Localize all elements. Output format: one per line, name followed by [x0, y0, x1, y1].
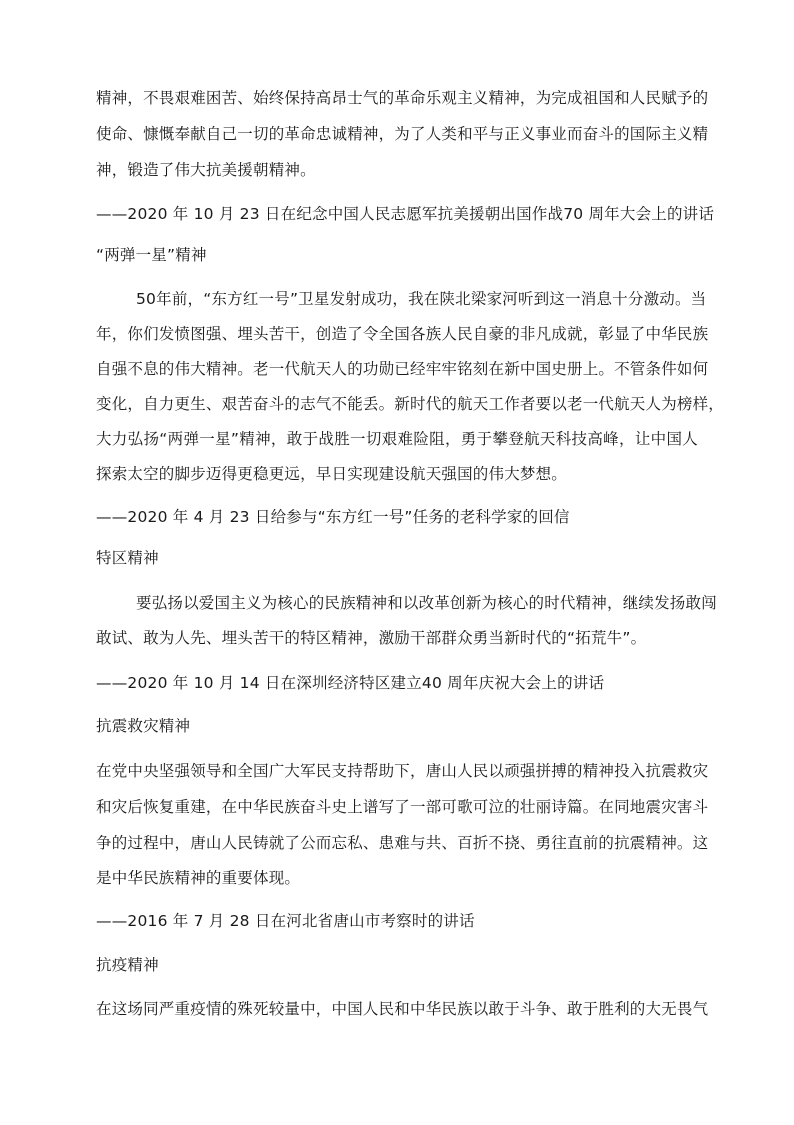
paragraph-line: 敢试、敢为人先、埋头苦干的特区精神，激励干部群众勇当新时代的“拓荒牛”。: [96, 629, 647, 647]
paragraph-line: 和灾后恢复重建，在中华民族奋斗史上谱写了一部可歌可泣的壮丽诗篇。在同地震灾害斗: [96, 798, 709, 816]
paragraph-line: 是中华民族精神的重要体现。: [96, 869, 301, 887]
paragraph-line: 精神，不畏艰难困苦、始终保持高昂士气的革命乐观主义精神，为完成祖国和人民赋予的: [96, 89, 709, 107]
paragraph-line: 使命、慷慨奉献自己一切的革命忠诚精神，为了人类和平与正义事业而奋斗的国际主义精: [96, 125, 709, 143]
section-heading: 抗震救灾精神: [96, 717, 191, 735]
section-heading: “两弹一星”精神: [96, 246, 207, 264]
paragraph-line: 探索太空的脚步迈得更稳更远，早日实现建设航天强国的伟大梦想。: [96, 465, 568, 483]
source-citation: ——2020 年 10 月 14 日在深圳经济特区建立40 周年庆祝大会上的讲话: [96, 674, 605, 692]
paragraph-line: 大力弘扬“两弹一星”精神，敢于战胜一切艰难险阻，勇于攀登航天科技高峰，让中国人: [96, 430, 698, 448]
section-heading: 特区精神: [96, 549, 159, 567]
paragraph-line: 自强不息的伟大精神。老一代航天人的功勋已经牢牢铭刻在新中国史册上。不管条件如何: [96, 360, 709, 378]
paragraph-line: 争的过程中，唐山人民铸就了公而忘私、患难与共、百折不挠、勇往直前的抗震精神。这: [96, 834, 709, 852]
source-citation: ——2020 年 10 月 23 日在纪念中国人民志愿军抗美援朝出国作战70 周年大会上的讲话: [96, 205, 715, 223]
paragraph-line: 变化，自力更生、艰苦奋斗的志气不能丢。新时代的航天工作者要以老一代航天人为榜样，: [96, 395, 725, 413]
section-heading: 抗疫精神: [96, 956, 159, 974]
source-citation: ——2016 年 7 月 28 日在河北省唐山市考察时的讲话: [96, 912, 475, 930]
paragraph-line: 在这场同严重疫情的殊死较量中，中国人民和中华民族以敢于斗争、敢于胜利的大无畏气: [96, 1000, 709, 1018]
paragraph-line: 在党中央坚强领导和全国广大军民支持帮助下，唐山人民以顽强拼搏的精神投入抗震救灾: [96, 762, 709, 780]
paragraph-line: 50年前，“东方红一号”卫星发射成功，我在陕北梁家河听到这一消息十分激动。当: [136, 290, 707, 308]
paragraph-line: 神，锻造了伟大抗美援朝精神。: [96, 161, 316, 179]
paragraph-line: 年，你们发愤图强、埋头苦干，创造了令全国各族人民自豪的非凡成就，彰显了中华民族: [96, 325, 709, 343]
source-citation: ——2020 年 4 月 23 日给参与“东方红一号”任务的老科学家的回信: [96, 508, 570, 526]
paragraph-line: 要弘扬以爱国主义为核心的民族精神和以改革创新为核心的时代精神，继续发扬敢闯: [136, 594, 717, 612]
